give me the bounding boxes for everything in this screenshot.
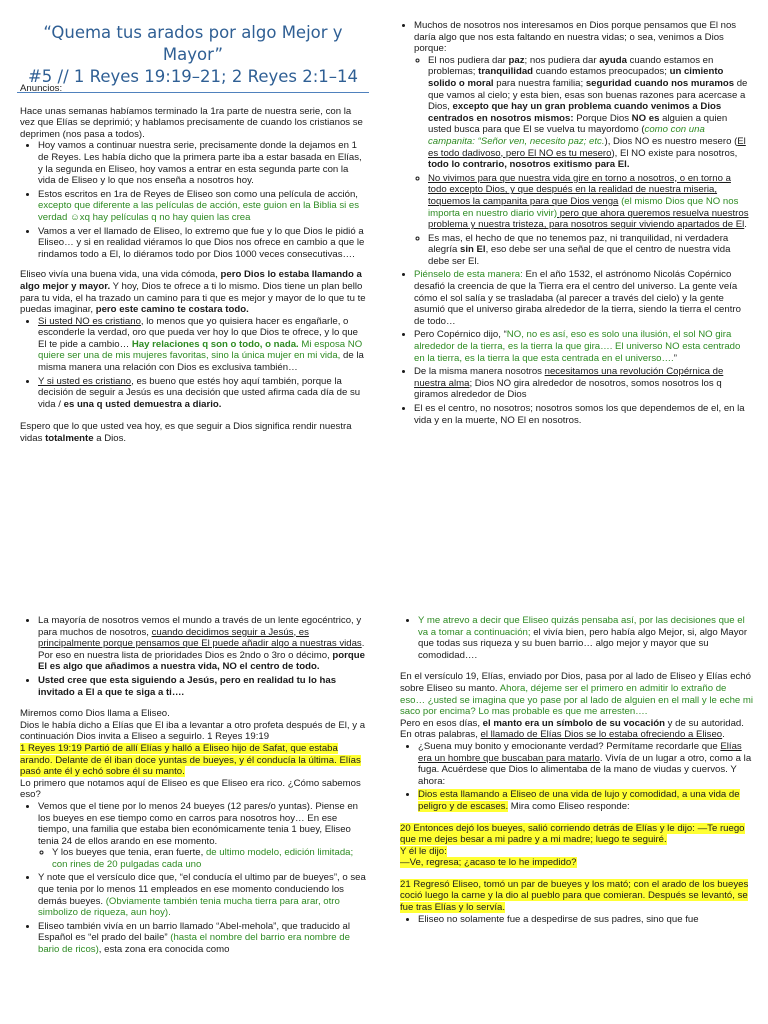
motives-sublist bbox=[414, 55, 752, 268]
list-item: ◦ No vivimos para que nuestra vida gire en torno a nosotros, o en torno a todo excepto Dios, y que después en la realidad de nuestra miseria, toquemos la campanita para que Dios venga (el mismo Dios que NO nos importa en nuestro diario vivir) pero que ahora queremos resuelva nuestros problema y nuestra tristeza, para nosotros seguir viviendo apartados de El. bbox=[428, 173, 752, 231]
page-1 bbox=[0, 0, 384, 600]
list-item: • El es el centro, no nosotros; nosotros somos los que dependemos de el, en la vida y en la muerte, NO El en nosotros. bbox=[414, 403, 752, 426]
list-item: • Vemos que el tiene por lo menos 24 bueyes (12 pares/o yuntas). Piense en los bueyes en ese tiempo como en carros para nosotros hoy… En ese tiempo, una familia que estaba bien económicamente tenia 1 buey, Eliseo tenia 24 de ellos arando en ese momento. ◦ Y los bueyes que tenia, eran fuerte, de ultimo modelo, edición limitada; con rines de 20 pulgadas cada uno bbox=[38, 801, 368, 871]
intro-paragraph: Hace unas semanas habíamos terminado la 1ra parte de nuestra serie, con la vez que Elías se deprimió; y hablamos precisamente de cuando los cristianos se deprimen (nos pasa a todos). bbox=[20, 105, 363, 140]
list-item: • ¿Suena muy bonito y emocionante verdad? Permítame recordarle que Elías era un hombre que buscaban para matarlo. Vivía de un lugar a otro, como a la fuga. Acuérdese que Dios lo alimentaba de la mano de viudas y cuervos. Y ahora: bbox=[418, 741, 754, 787]
rich-question: Lo primero que notamos aquí de Eliseo es que Eliseo era rico. ¿Cómo sabemos eso? bbox=[20, 777, 361, 801]
list-item: ◦ Es mas, el hecho de que no tenemos paz, ni tranquilidad, ni verdadera alegría sin El, eso debe ser una señal de que el centro de nuestra vida debe ser El. bbox=[428, 233, 752, 268]
list-item: • Piénselo de esta manera: En el año 1532, el astrónomo Nicolás Copérnico desafió la creencia de que la Tierra era el centro del universo. La gente veía cómo el sol salía y se trasladaba (al parecer a través del cielo) y la gente asumió que el universo giraba alrededor de la tierra, siendo la tierra el centro de todo… bbox=[414, 269, 752, 327]
hope-paragraph: Espero que lo que usted vea hoy, es que seguir a Dios significa rendir nuestra vidas totalmente a Dios. bbox=[20, 421, 352, 445]
wealth-list bbox=[20, 801, 368, 956]
list-item: • Usted cree que esta siguiendo a Jesús, pero en realidad tu lo has invitado a El a que te siga a ti…. bbox=[38, 675, 368, 698]
vocation-paragraph: Pero en esos días, el manto era un símbolo de su vocación y de su autoridad. En otras palabras, el llamado de Elías Dios se lo estaba ofreciendo a Eliseo. bbox=[400, 717, 744, 741]
bible-verse-20: 20 Entonces dejó los bueyes, salió corriendo detrás de Elías y le dijo: —Te ruego que me dejes besar a mi padre y a mi madre; luego te seguiré. Y él le dijo: —Ve, regresa; ¿acaso te lo he impedido? bbox=[400, 822, 745, 869]
list-item: • Dios esta llamando a Eliseo de una vida de lujo y comodidad, a una vida de peligro y de escases. Mira como Eliseo responde: bbox=[418, 789, 754, 812]
intro-list bbox=[20, 140, 366, 260]
list-item: • Hoy vamos a continuar nuestra serie, precisamente donde la dejamos en 1 de Reyes. Les había dicho que la primera parte iba a estar basada en Elías, y la segunda en Eliseo, hoy vamos a entrar en esta segunda parte con la vida de Eliseo y lo que nos enseña a nosotros hoy. bbox=[38, 140, 366, 186]
bible-verse-19: 1 Reyes 19:19 Partió de allí Elías y halló a Eliseo hijo de Safat, que estaba arando. Delante de él iban doce yuntas de bueyes, y él conducía la última. Elías pasó ante él y echó sobre él su manto. bbox=[20, 742, 361, 778]
egocentric-list bbox=[20, 615, 368, 698]
page-2-body bbox=[396, 20, 752, 428]
list-item: • Si usted NO es cristiano, lo menos que yo quisiera hacer es engañarle, o esconderle la verdad, oro que pueda ver hoy lo que Dios te ofrece, y lo que El te pide a cambio… Hay relaciones q son o todo, o nada. Mi esposa NO quiere ser una de mis mujeres favoritas, sino la única mujer en mi vida, de la misma manera una relación con Dios es exclusiva también… bbox=[38, 316, 366, 374]
mantle-paragraph: En el versículo 19, Elías, enviado por Dios, pasa por al lado de Eliseo y Elías echó sobre Eliseo su manto. Ahora, déjeme ser el primero en admitir lo extraño de eso… ¿usted se imagina que yo pase por al lado de alguien en el mall y le eche mi saco por encima? Lo mas probable es que me arresten…. bbox=[400, 671, 754, 718]
eliseo-list bbox=[400, 615, 754, 661]
list-item: • Y me atrevo a decir que Eliseo quizás pensaba así, por las decisiones que el va a tomar a continuación; el vivía bien, pero había algo Mejor, si, algo Mayor que todas sus riqueza y su buen barrio… algo mejor y mayor que su comodidad…. bbox=[418, 615, 754, 661]
page-3 bbox=[0, 600, 384, 1024]
list-item: ◦ Y los bueyes que tenia, eran fuerte, de ultimo modelo, edición limitada; con rines de 20 pulgadas cada uno bbox=[52, 847, 368, 870]
bible-verse-21: 21 Regresó Eliseo, tomó un par de bueyes y los mató; con el arado de los bueyes coció luego la carne y la dio al pueblo para que comieran. Después se levantó, se fue tras Elías y lo servía. bbox=[400, 878, 749, 914]
page-4-body bbox=[400, 615, 754, 927]
page-4 bbox=[384, 600, 768, 1024]
list-item: • De la misma manera nosotros necesitamos una revolución Copérnica de nuestra alma; Dios NO gira alrededor de nosotros, somos nosotros los q giramos alrededor de Dios bbox=[414, 366, 752, 401]
sermon-reference: #5 // 1 Reyes 19:19–21; 2 Reyes 2:1–14 bbox=[27, 67, 359, 86]
farewell-list bbox=[400, 914, 754, 926]
list-item: • Y note que el versículo dice que, “el conducía el ultimo par de bueyes”, o sea que tenia por lo menos 11 empleados en ese momento conduciendo los demás bueyes. (Obviamente también tenia mucha tierra para arar, otro simbolizo de riqueza, aun hoy). bbox=[38, 872, 368, 918]
list-item: • Eliseo también vivía en un barrio llamado “Abel-mehola”, que traducido al Español es “el prado del baile” (hasta el nombre del barrio era nombre de bario de ricos), esta zona era conocida como bbox=[38, 921, 368, 956]
list-item: • La mayoría de nosotros vemos el mundo a través de un lente egocéntrico, y para muchos de nosotros, cuando decidimos seguir a Jesús, es principalmente porque pensamos que El puede añadir algo a nuestras vidas. Por eso en nuestra lista de prioridades Dios es 2ndo o 3ro o décimo, porque El es algo que añadimos a nuestra vida, NO el centro de todo. bbox=[38, 615, 368, 673]
section-lead: Miremos como Dios llama a Eliseo. bbox=[20, 708, 170, 720]
calling-paragraph: Eliseo vivía una buena vida, una vida cómoda, pero Dios lo estaba llamando a algo mejor y mayor. Y hoy, Dios te ofrece a ti lo mismo. Dios tiene un plan bello para tu vida, el ha trazado un camino para ti que es mejor y mayor de lo que tu te puedas imaginar, pero este camino te costara todo. bbox=[20, 269, 366, 316]
audience-list bbox=[20, 316, 366, 411]
page-2 bbox=[384, 0, 768, 600]
list-item: • Pero Copérnico dijo, “NO, no es así, eso es solo una ilusión, el sol NO gira alrededor de la tierra, es la tierra la que gira…. El universo NO esta centrado en la tierra, es la tierra la que esta centrada en el universo….” bbox=[414, 329, 752, 364]
page-3-body bbox=[20, 615, 368, 958]
context-paragraph: Dios le había dicho a Elías que El iba a levantar a otro profeta después de El, y a continuación Dios invita a Eliseo a seguirlo. 1 Reyes 19:19 bbox=[20, 719, 366, 743]
list-item: • Estos escritos en 1ra de Reyes de Eliseo son como una película de acción, excepto que diferente a las películas de acción, este guion en la Biblia si es verdad ☺xq hay películas q no hay quien las crea bbox=[38, 189, 366, 224]
page-1-body bbox=[20, 83, 366, 453]
motives-list bbox=[396, 20, 752, 426]
wealth-sublist bbox=[38, 847, 368, 870]
list-item: ◦ El nos pudiera dar paz; nos pudiera dar ayuda cuando estamos en problemas; tranquilidad cuando estamos preocupados; un cimiento solido o moral para nuestra familia; seguridad cuando nos muramos de que vamos al cielo; y esta bien, esas son buenas razones para acercase a Dios, excepto que hay un gran problema cuando venimos a Dios centrados en nosotros mismos: Porque Dios NO es alguien a quien usted busca para que El se vuelva tu mayordomo (como con una campanita: “Señor ven, necesito paz; etc.), Dios NO es nuestro mesero (El es todo dadivoso, pero El NO es tu mesero), El NO existe para nosotros, todo lo contrario, nosotros exitismo para El. bbox=[428, 55, 752, 171]
list-item: • Eliseo no solamente fue a despedirse de sus padres, sino que fue bbox=[418, 914, 754, 926]
sermon-title: “Quema tus arados por algo Mejor y Mayor” bbox=[43, 23, 343, 64]
danger-list bbox=[400, 741, 754, 813]
list-item: • Vamos a ver el llamado de Eliseo, lo extremo que fue y lo que Dios le pidió a Eliseo… y si en realidad viéramos lo que Dios nos ofrece en cambio a que le rindamos todo a El, lo diéramos todo por Dios 1000 veces consecutivas…. bbox=[38, 226, 366, 261]
list-item: • Muchos de nosotros nos interesamos en Dios porque pensamos que El nos daría algo que nos esta faltando en nuestra vidas; o sea, venimos a Dios porque: ◦ El nos pudiera dar paz; nos pudiera dar ayuda cuando estamos en problemas; tranquilidad cuando estamos preocupados; un cimiento solido o moral para nuestra familia; seguridad cuando nos muramos de que vamos al cielo; y esta bien, esas son buenas razones para acercase a Dios, excepto que hay un gran problema cuando venimos a Dios centrados en nosotros mismos: Porque Dios NO es alguien a quien usted busca para que El se vuelva tu mayordomo (como con una campanita: “Señor ven, necesito paz; etc.), Dios NO es nuestro mesero (El es todo dadivoso, pero El NO es tu mesero), El NO existe para nosotros, todo lo contrario, nosotros exitismo para El. ◦ No vivimos para que nuestra vida gire en torno a nosotros, o en torno a todo excepto Dios, y que después en la realidad de nuestra miseria, toquemos la campanita para que Dios venga (el mismo Dios que NO nos importa en nuestro diario vivir) pero que ahora queremos resuelva nuestros problema y nuestra tristeza, para nosotros seguir viviendo apartados de El. ◦ Es mas, el hecho de que no tenemos paz, ni tranquilidad, ni verdadera alegría sin El, eso debe ser una señal de que el centro de nuestra vida debe ser El. bbox=[414, 20, 752, 267]
announcements-label: Anuncios: bbox=[20, 83, 63, 94]
list-item: • Y si usted es cristiano, es bueno que estés hoy aquí también, porque la decisión de seguir a Jesús es una decisión que usted afirma cada día de su vida / es una q usted demuestra a diario. bbox=[38, 376, 366, 411]
